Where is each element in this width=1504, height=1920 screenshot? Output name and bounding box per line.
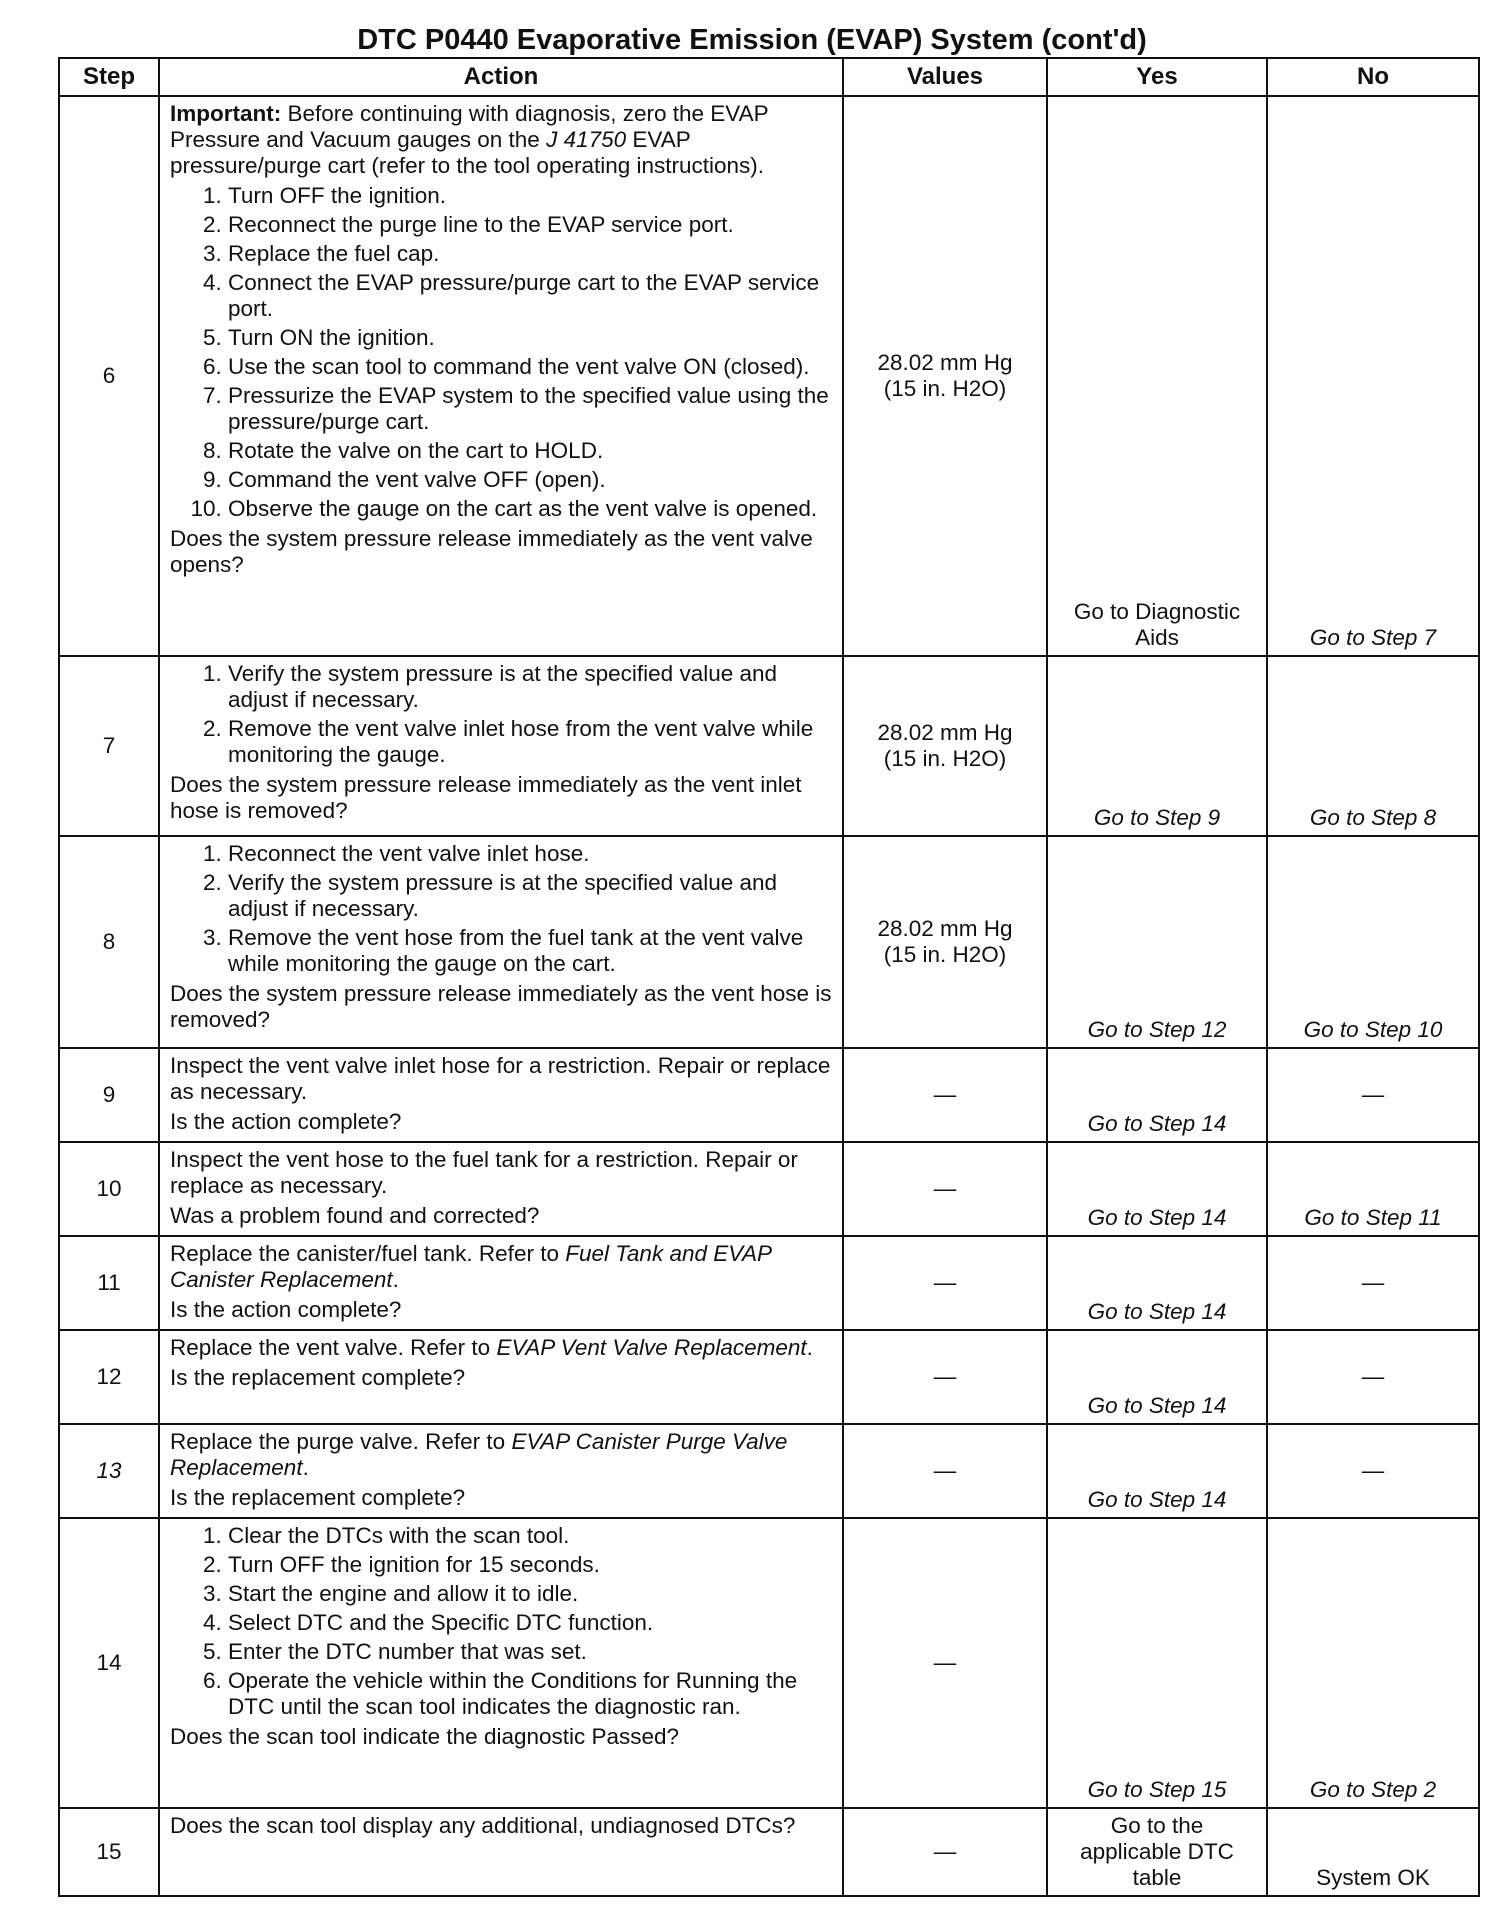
list-item: 3. Replace the fuel cap.	[228, 241, 832, 267]
question: Is the action complete?	[170, 1109, 402, 1134]
step-list	[170, 841, 832, 977]
action-text-end: .	[302, 1455, 309, 1480]
yes-cell: Go to Diagnostic Aids	[1047, 96, 1267, 656]
action-cell	[159, 1142, 843, 1236]
list-item: 4. Connect the EVAP pressure/purge cart to the EVAP service port.	[228, 270, 832, 322]
manual-reference: EVAP Vent Valve Replacement	[496, 1335, 807, 1360]
yes-cell: Go to Step 9	[1047, 656, 1267, 836]
action-text-lead: Replace the vent valve. Refer to	[170, 1335, 497, 1360]
table-row-step-14	[59, 1518, 1479, 1808]
step-number: 7	[59, 656, 159, 836]
action-text: Inspect the vent hose to the fuel tank for a restriction. Repair or replace as necessary.	[170, 1147, 798, 1198]
action-cell	[159, 96, 843, 656]
step-list	[170, 1523, 832, 1720]
list-item: 2. Verify the system pressure is at the specified value and adjust if necessary.	[228, 870, 832, 922]
table-row-step-12	[59, 1330, 1479, 1424]
important-text-end: EVAP pressure/purge cart (refer to the tool operating instructions).	[170, 127, 765, 178]
value-inh2o: (15 in. H2O)	[883, 746, 1007, 771]
action-cell	[159, 1518, 843, 1808]
list-item: 8. Rotate the valve on the cart to HOLD.	[228, 438, 832, 464]
yes-cell: Go to Step 12	[1047, 836, 1267, 1048]
no-cell: Go to Step 10	[1267, 836, 1479, 1048]
list-item: 4. Select DTC and the Specific DTC function.	[228, 1610, 832, 1636]
action-cell	[159, 656, 843, 836]
question: Is the replacement complete?	[170, 1365, 466, 1390]
page-title: DTC P0440 Evaporative Emission (EVAP) System (cont'd)	[357, 24, 1147, 56]
list-item: 9. Command the vent valve OFF (open).	[228, 467, 832, 493]
table-row-step-15	[59, 1808, 1479, 1896]
yes-cell: Go to Step 14	[1047, 1236, 1267, 1330]
question: Was a problem found and corrected?	[170, 1203, 540, 1228]
action-text	[170, 1429, 832, 1481]
values-cell: —	[843, 1518, 1047, 1808]
important-text: Before continuing with diagnosis, zero the EVAP Pressure and Vacuum gauges on the	[170, 101, 769, 152]
header-step: Step	[59, 58, 159, 96]
yes-cell: Go to Step 14	[1047, 1330, 1267, 1424]
list-item: 1. Clear the DTCs with the scan tool.	[228, 1523, 832, 1549]
list-item: 2. Remove the vent valve inlet hose from the vent valve while monitoring the gauge.	[228, 716, 832, 768]
step-number: 11	[59, 1236, 159, 1330]
step-number: 13	[59, 1424, 159, 1518]
step-list	[170, 661, 832, 768]
no-cell: Go to Step 8	[1267, 656, 1479, 836]
step-number: 10	[59, 1142, 159, 1236]
action-cell	[159, 1236, 843, 1330]
step-number: 12	[59, 1330, 159, 1424]
action-text	[170, 1335, 832, 1361]
values-cell	[843, 96, 1047, 656]
diagnostic-table	[58, 57, 1480, 1897]
value-inh2o: (15 in. H2O)	[883, 942, 1007, 967]
step-list	[170, 183, 832, 522]
table-row-step-7	[59, 656, 1479, 836]
action-text	[170, 1241, 832, 1293]
values-cell: —	[843, 1048, 1047, 1142]
action-text: Inspect the vent valve inlet hose for a restriction. Repair or replace as necessary.	[170, 1053, 831, 1104]
question: Is the replacement complete?	[170, 1485, 466, 1510]
manual-reference: Fuel Tank and EVAP Canister Replacement	[170, 1241, 772, 1292]
header-values: Values	[843, 58, 1047, 96]
no-cell: Go to Step 7	[1267, 96, 1479, 656]
list-item: 2. Turn OFF the ignition for 15 seconds.	[228, 1552, 832, 1578]
important-label: Important:	[170, 101, 282, 126]
list-item: 3. Remove the vent hose from the fuel tank at the vent valve while monitoring the gauge on the cart.	[228, 925, 832, 977]
action-text-end: .	[392, 1267, 399, 1292]
value-inh2o: (15 in. H2O)	[883, 376, 1007, 401]
action-text-lead: Replace the canister/fuel tank. Refer to	[170, 1241, 566, 1266]
list-item: 1. Turn OFF the ignition.	[228, 183, 832, 209]
values-cell: —	[843, 1330, 1047, 1424]
no-cell: —	[1267, 1048, 1479, 1142]
no-cell: System OK	[1267, 1808, 1479, 1896]
list-item: 7. Pressurize the EVAP system to the specified value using the pressure/purge cart.	[228, 383, 832, 435]
question: Does the system pressure release immediately as the vent hose is removed?	[170, 981, 832, 1032]
values-cell	[843, 656, 1047, 836]
list-item: 6. Operate the vehicle within the Conditions for Running the DTC until the scan tool indicates the diagnostic ran.	[228, 1668, 832, 1720]
action-cell	[159, 1330, 843, 1424]
yes-cell: Go to Step 14	[1047, 1142, 1267, 1236]
action-cell	[159, 1424, 843, 1518]
list-item: 3. Start the engine and allow it to idle.	[228, 1581, 832, 1607]
step-number: 9	[59, 1048, 159, 1142]
no-cell: Go to Step 2	[1267, 1518, 1479, 1808]
header-action: Action	[159, 58, 843, 96]
question: Does the scan tool indicate the diagnostic Passed?	[170, 1724, 680, 1749]
tool-reference: J 41750	[546, 127, 627, 152]
step-number: 15	[59, 1808, 159, 1896]
table-header-row	[59, 58, 1479, 96]
header-no: No	[1267, 58, 1479, 96]
list-item: 10. Observe the gauge on the cart as the vent valve is opened.	[228, 496, 832, 522]
step-number: 8	[59, 836, 159, 1048]
list-item: 5. Turn ON the ignition.	[228, 325, 832, 351]
step-number: 6	[59, 96, 159, 656]
no-cell: —	[1267, 1424, 1479, 1518]
manual-reference: EVAP Canister Purge Valve Replacement	[170, 1429, 788, 1480]
value-mmhg: 28.02 mm Hg	[877, 350, 1013, 375]
header-yes: Yes	[1047, 58, 1267, 96]
yes-cell: Go to Step 14	[1047, 1424, 1267, 1518]
list-item: 2. Reconnect the purge line to the EVAP service port.	[228, 212, 832, 238]
list-item: 6. Use the scan tool to command the vent valve ON (closed).	[228, 354, 832, 380]
values-cell: —	[843, 1236, 1047, 1330]
action-text-lead: Replace the purge valve. Refer to	[170, 1429, 512, 1454]
no-cell: —	[1267, 1330, 1479, 1424]
table-row-step-8	[59, 836, 1479, 1048]
question: Does the system pressure release immediately as the vent inlet hose is removed?	[170, 772, 802, 823]
values-cell	[843, 836, 1047, 1048]
no-cell: —	[1267, 1236, 1479, 1330]
yes-cell: Go to Step 14	[1047, 1048, 1267, 1142]
yes-cell: Go to the applicable DTC table	[1047, 1808, 1267, 1896]
yes-cell: Go to Step 15	[1047, 1518, 1267, 1808]
action-cell	[159, 1808, 843, 1896]
table-row-step-10	[59, 1142, 1479, 1236]
values-cell: —	[843, 1142, 1047, 1236]
values-cell: —	[843, 1424, 1047, 1518]
list-item: 5. Enter the DTC number that was set.	[228, 1639, 832, 1665]
table-row-step-9	[59, 1048, 1479, 1142]
no-cell: Go to Step 11	[1267, 1142, 1479, 1236]
question: Does the system pressure release immediately as the vent valve opens?	[170, 526, 813, 577]
table-row-step-13	[59, 1424, 1479, 1518]
values-cell: —	[843, 1808, 1047, 1896]
action-cell	[159, 1048, 843, 1142]
action-text-end: .	[806, 1335, 813, 1360]
table-row-step-11	[59, 1236, 1479, 1330]
value-mmhg: 28.02 mm Hg	[877, 916, 1013, 941]
action-cell	[159, 836, 843, 1048]
question: Is the action complete?	[170, 1297, 402, 1322]
table-row-step-6	[59, 96, 1479, 656]
question: Does the scan tool display any additional, undiagnosed DTCs?	[170, 1813, 796, 1838]
value-mmhg: 28.02 mm Hg	[877, 720, 1013, 745]
list-item: 1. Reconnect the vent valve inlet hose.	[228, 841, 832, 867]
step-number: 14	[59, 1518, 159, 1808]
important-note	[170, 101, 832, 179]
list-item: 1. Verify the system pressure is at the specified value and adjust if necessary.	[228, 661, 832, 713]
